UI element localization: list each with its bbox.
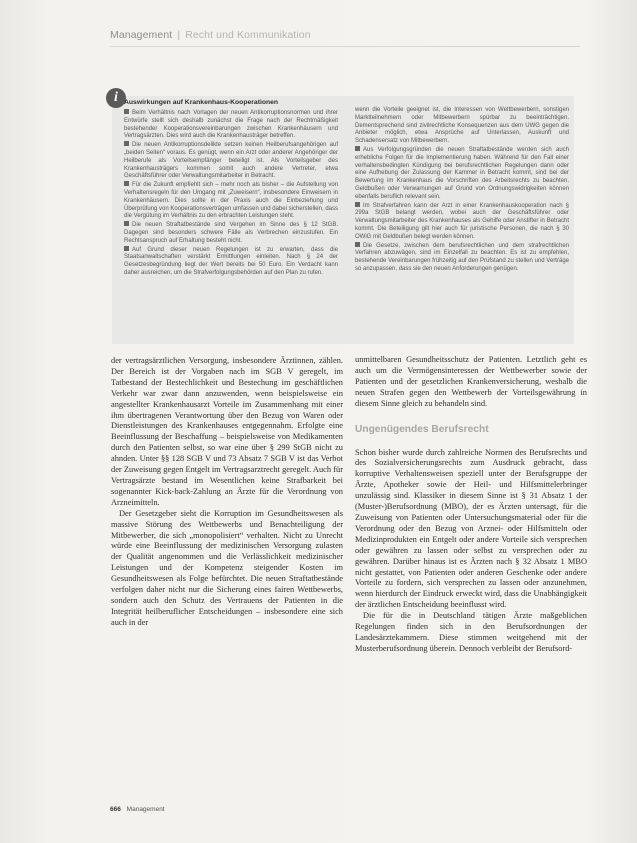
info-box-item <box>124 141 338 181</box>
info-box-item <box>355 202 569 242</box>
info-icon: i <box>106 88 126 108</box>
bullet-icon <box>355 146 360 151</box>
info-box-item-text: Die Gesetze, zwischen dem berufsrechtlichen und dem strafrechtlichen Verfahren abzuwägen, sind im Einzelfall zu beachten. Es ist zu empfehlen, bestehende Vereinbarungen frühzeitig auf den Prüfstand zu stellen und Verträge so anzupassen, dass sie den neuen Anforderungen genügen. <box>355 242 569 272</box>
info-box-item <box>355 242 569 274</box>
info-box-item-text: Auf Grund dieser neuen Regelungen ist zu erwarten, dass die Staatsanwaltschaften verstärkt Ermittlungen einleiten. Nach § 24 der Gesetzesbegründung liegt der Wert bereits bei 50 Euro. Ein Verdacht kann daher ausreichen, um die Strafverfolgungsbehörden auf den Plan zu rufen. <box>124 246 338 276</box>
info-box-item <box>124 109 338 141</box>
body-paragraph: Der Gesetzgeber sieht die Korruption im Gesundheitswesen als massive Störung des Wettbewerbs und Benachteiligung der Mitbewerber, die sich „monopolisiert“ verhalten. Nicht zu Unrecht würde eine Beeinflussung der medizinischen Versorgung zulasten der Qualität angenommen und die Verlässlichkeit medizinischer Leistungen und der Kompetenz steigender Kosten im Gesundheitswesen als Folge befürchtet. Die neuen Straftatbestände verfolgen daher nicht nur die Sicherung eines fairen Wettbewerbs, sondern auch den Schutz des Vertrauens der Patienten in die Integrität heilberuflicher Entscheidungen – insbesondere eine sich auch in der <box>111 508 343 627</box>
info-box-title: Auswirkungen auf Krankenhaus-Kooperationen <box>124 99 279 106</box>
info-box-item-text: Aus Verfolgungsgründen die neuen Straftatbestände werden sich auch erhebliche Folgen für die Implementierung haben. Während für den Fall einer verhaltensbedingten Kündigung bei berufsrechtlichen Regelungen dann oder eine Aufhebung der Zulassung der Kammer in Betracht kommt, sind bei der Bewertung im Krankenhaus die Vorschriften des Arbeitsrechts zu beachten. Geldbußen oder Verwarnungen auf Grund von Ordnungswidrigkeiten können ebenfalls beruflich relevant sein. <box>355 146 569 200</box>
body-right-column <box>355 355 587 655</box>
info-box-item-text: Für die Zukunft empfiehlt sich – mehr noch als bisher – die Aufstellung von Verhaltensregeln für den Umgang mit „Zuweisern“, insbesondere Einweisern in Krankenhäusern. Dies sollte in der Praxis auch die Einbeziehung und Überprüfung von Kooperationsverträgen umfassen und dabei sicherstellen, dass die Vergütung im Verhältnis zu den erbrachten Leistungen steht. <box>124 182 338 220</box>
info-box-item <box>124 181 338 221</box>
page-footer <box>110 806 165 813</box>
info-box-item-text: Die neuen Straftatbestände sind Vergehen im Sinne des § 12 StGB. Dagegen sind besonders schwere Fälle als Verbrechen einzustufen. Ein Rechtsanspruch auf Erhaltung besteht nicht. <box>124 222 338 244</box>
bullet-icon <box>355 242 360 247</box>
body-left-column <box>111 356 343 629</box>
info-box-item <box>355 107 569 146</box>
bullet-icon <box>124 221 129 226</box>
info-box-item-text: Die neuen Antikorruptionsdelikte setzen keinen Heilberufsangehörigen auf „beiden Seiten“ voraus. Es genügt, wenn ein Arzt oder anderer Angehöriger der Heilberufe als Vorteilsempfänger beteiligt ist. Als Vorteilsgeber des Krankenhausträgers kommen somit auch andere Vertreter, etwa Geschäftsführer oder Verwaltungsmitarbeiter in Betracht. <box>124 142 338 180</box>
section-heading: Ungenügendes Berufsrecht <box>355 423 489 435</box>
body-paragraph: unmittelbaren Gesundheitsschutz der Patienten. Letztlich geht es auch um die Vermögensinteressen der Wettbewerber sowie der Patienten und der gesetzlichen Krankenversicherung, weshalb die neuen Strafen gegen den Wettbewerb der Vorteilsgewährung in diesem Sinne gleich zu behandeln sind. <box>355 355 587 408</box>
page-number: 666 <box>110 806 121 813</box>
footer-label: Management <box>126 806 165 813</box>
bullet-icon <box>124 141 129 146</box>
info-box-item <box>355 146 569 202</box>
body-paragraph: Die für die in Deutschland tätigen Ärzte maßgeblichen Regelungen finden sich in den Berufsordnungen der Landesärztekammern. Diese stimmen weitgehend mit der Musterberufsordnung überein. Dennoch verbleibt der Berufsord- <box>355 611 587 653</box>
info-box-item <box>124 246 338 278</box>
running-header <box>110 29 311 41</box>
bullet-icon <box>124 109 129 114</box>
info-box-left-column <box>124 109 338 278</box>
header-separator: | <box>177 29 181 41</box>
header-subtitle: Recht und Kommunikation <box>185 29 311 41</box>
info-box-item-text: wenn die Vorteile geeignet ist, die Interessen von Wettbewerbern, sonstigen Marktteilnehmern oder Mitbewerbern spürbar zu beeinträchtigen. Dementsprechend sind zivilrechtliche Konsequenzen aus dem UWG gegen die Anbieter möglich, etwa Ansprüche auf Unterlassen, Auskunft und Schadensersatz von Mitbewerbern. <box>355 107 569 145</box>
info-box-item-text: Beim Verhältnis nach Vorlagen der neuen Antikorruptionsnormen und ihrer Entwürfe stellt sich deshalb zunächst die Frage nach der Rechtmäßigkeit bestehender Kooperationsvereinbarungen zwischen Krankenhäusern und Vertragsärzten. Dies wird auch die Krankenhausträger betreffen. <box>124 110 338 140</box>
bullet-icon <box>124 246 129 251</box>
info-box-right-column <box>355 107 569 274</box>
info-box-item <box>124 221 338 245</box>
bullet-icon <box>355 202 360 207</box>
bullet-icon <box>124 181 129 186</box>
header-rule <box>110 46 580 47</box>
body-paragraph: Schon bisher wurde durch zahlreiche Normen des Berufsrechts und des Sozialversicherungsrechts zum Ausdruck gebracht, dass korruptive Verhaltensweisen speziell unter der Berufsgruppe der Ärzte, Apotheker sowie der Heil- und Hilfsmittelerbringer unzulässig sind. Klassiker in diesem Sinne ist § 31 Absatz 1 der (Muster-)Berufsordnung (MBO), der es Ärzten untersagt, für die Zuweisung von Patienten oder Untersuchungsmaterial oder für die Verordnung oder den Bezug von Arznei- oder Hilfsmitteln oder Medizinprodukten ein Entgelt oder andere Vorteile sich versprechen oder gewähren zu lassen oder selbst zu versprechen oder zu gewähren. Darüber hinaus ist es Ärzten nach § 32 Absatz 1 MBO nicht gestattet, von Patienten oder anderen Geschenke oder andere Vorteile zu fordern, sich versprechen zu lassen oder anzunehmen, wenn hierdurch der Eindruck erweckt wird, dass die Unabhängigkeit der ärztlichen Entscheidung beeinflusst wird. <box>355 447 587 610</box>
info-box-item-text: Im Strafverfahren kann der Arzt in einer Krankenhauskooperation nach § 299a StGB belangt werden, wobei auch der Geschäftsführer oder Verwaltungsmitarbeiter des Krankenhauses als Gehilfe oder Anstifter in Betracht kommt. Die Beteiligung gilt hier auch für juristische Personen, die nach § 30 OWiG mit Geldbußen belegt werden können. <box>355 202 569 240</box>
body-paragraph: der vertragsärztlichen Versorgung, insbesondere Ärztinnen, zählen. Der Bereich ist der Vorgaben nach im SGB V geregelt, im Tatbestand der Bestechlichkeit und Bestechung im geschäftlichen Verkehr war zwar dann anzuwenden, wenn beispielsweise ein angestellter Krankenhausarzt Vorteile im Zusammenhang mit einer ihm übertragenen Verantwortung über den Bezug von Waren oder Dienstleistungen des Krankenhauses entgegennahm. Erfolgte eine Beeinflussung der Beschaffung – beispielsweise von Medikamenten durch den Patienten selbst, so war eine über § 299 StGB nicht zu ahnden. Unter §§ 128 SGB V und 73 Absatz 7 SGB V ist das Verbot der Zuweisung gegen Entgelt im Vertragsarztrecht geregelt. Auch für Vertragsärzte bestand im Wesentlichen keine Strafbarkeit bei sogenannter Kick-back-Zahlung an Ärzte für die Verordnung von Arzneimitteln. <box>111 356 343 507</box>
header-title: Management <box>110 29 173 41</box>
